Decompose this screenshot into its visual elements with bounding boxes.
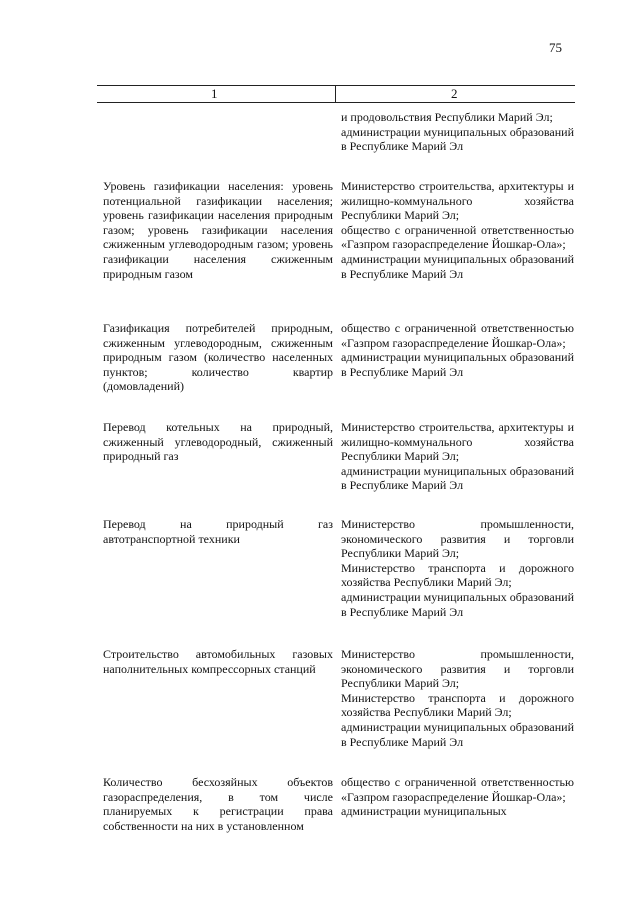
- responsible-cell: [341, 321, 574, 379]
- responsible-cell: [341, 775, 574, 819]
- responsible-line: общество с ограниченной ответственностью «Газпром газораспределение Йошкар-Ола»;: [341, 775, 574, 804]
- indicator-text: Уровень газификации населения: уровень потенциальной газификации населения; уровень газификации населения природным газом; уровень газификации населения сжиженным углеводородным газом; уровень газификации населения сжиженным природным газом: [103, 179, 333, 281]
- column-number-2: 2: [451, 86, 458, 101]
- responsible-line: администрации муниципальных образований в Республике Марий Эл: [341, 124, 574, 154]
- responsible-cell: [341, 179, 574, 281]
- indicator-cell: [103, 321, 333, 394]
- responsible-line: администрации муниципальных образований в Республике Марий Эл: [341, 350, 574, 379]
- indicator-text: Строительство автомобильных газовых наполнительных компрессорных станций: [103, 647, 333, 676]
- responsible-line: Министерство строительства, архитектуры и жилищно-коммунального хозяйства Республики Марий Эл;: [341, 420, 574, 464]
- responsible-cell: [341, 647, 574, 749]
- column-number-1: 1: [211, 86, 218, 101]
- responsible-line: общество с ограниченной ответственностью «Газпром газораспределение Йошкар-Ола»;: [341, 321, 574, 350]
- responsible-line: Министерство промышленности, экономического развития и торговли Республики Марий Эл;: [341, 647, 574, 691]
- responsible-line: администрации муниципальных образований в Республике Марий Эл: [341, 463, 574, 493]
- responsible-line: Министерство промышленности, экономического развития и торговли Республики Марий Эл;: [341, 517, 574, 561]
- responsible-cell: [341, 110, 574, 154]
- responsible-cell: [341, 517, 574, 619]
- table-header: [97, 85, 575, 103]
- indicator-text: Газификация потребителей природным, сжиженным углеводородным, сжиженным природным газом (количество населенных пунктов; количество квартир (домовладений): [103, 321, 333, 394]
- indicator-text: Перевод на природный газ автотранспортной техники: [103, 517, 333, 546]
- responsible-line: Министерство транспорта и дорожного хозяйства Республики Марий Эл;: [341, 560, 574, 590]
- responsible-line: и продовольствия Республики Марий Эл;: [341, 110, 553, 124]
- indicator-cell: [103, 647, 333, 676]
- indicator-text: Количество бесхозяйных объектов газораспределения, в том числе планируемых к регистрации права собственности на них в установленном: [103, 775, 333, 833]
- responsible-line: Министерство строительства, архитектуры и жилищно-коммунального хозяйства Республики Марий Эл;: [341, 179, 574, 223]
- responsible-line: администрации муниципальных образований в Республике Марий Эл: [341, 719, 574, 749]
- responsible-line: администрации муниципальных: [341, 804, 507, 819]
- responsible-line: общество с ограниченной ответственностью «Газпром газораспределение Йошкар-Ола»;: [341, 222, 574, 252]
- column-divider: [335, 85, 336, 102]
- responsible-line: администрации муниципальных образований в Республике Марий Эл: [341, 251, 574, 281]
- indicator-cell: [103, 775, 333, 833]
- responsible-line: администрации муниципальных образований в Республике Марий Эл: [341, 589, 574, 619]
- responsible-cell: [341, 420, 574, 493]
- page-number: 75: [549, 40, 562, 55]
- indicator-cell: [103, 420, 333, 464]
- indicator-cell: [103, 517, 333, 546]
- responsible-line: Министерство транспорта и дорожного хозяйства Республики Марий Эл;: [341, 690, 574, 720]
- indicator-text: Перевод котельных на природный, сжиженный углеводородный, сжиженный природный газ: [103, 420, 333, 464]
- indicator-cell: [103, 179, 333, 281]
